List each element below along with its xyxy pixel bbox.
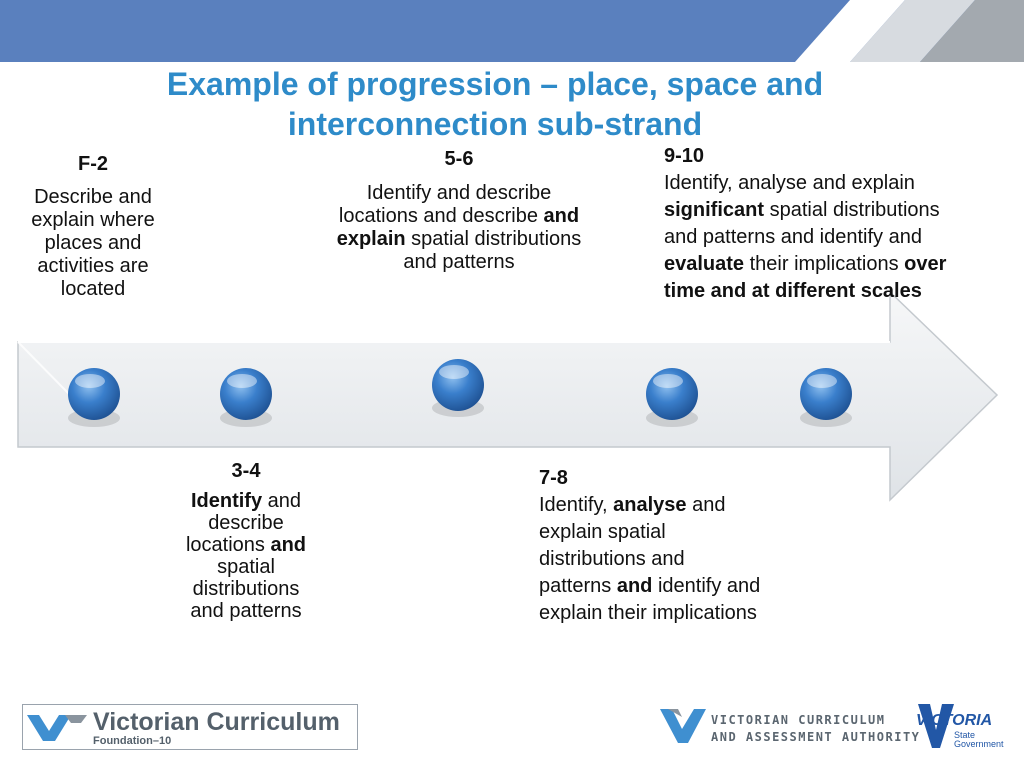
top-banner	[0, 0, 1024, 62]
stage-9-10-text-1: Identify, analyse and explain	[664, 172, 915, 194]
stage-5-6-text-1: Identify and describe locations and describe	[338, 182, 552, 227]
stage-9-10-text-3: their implications	[744, 253, 905, 275]
vcaa-logo-line-1: VICTORIAN CURRICULUM	[711, 713, 886, 727]
title-line-2: interconnection sub-strand	[287, 106, 703, 142]
victoria-logo-government: Government	[954, 739, 1004, 749]
stage-3-4	[180, 460, 312, 622]
title-line-1: Example of progression – place, space and	[166, 66, 824, 102]
stage-7-8-text-3: identify and explain their implications	[539, 575, 761, 624]
stage-5-6-text-2: spatial distributions and patterns	[403, 228, 582, 273]
stage-9-10-text-2: spatial distributions and patterns and identify and	[664, 199, 940, 248]
victorian-curriculum-logo	[22, 704, 358, 750]
stage-3-4-text-1: and describe locations	[185, 490, 302, 556]
stage-marker-5-6	[432, 359, 484, 417]
stage-5-6-bold-1: and explain	[336, 205, 580, 250]
stage-7-8-bold-1: analyse	[613, 494, 687, 516]
stage-7-8-text-2: and explain spatial distributions and patterns	[539, 494, 726, 597]
stage-7-8-label: 7-8	[539, 467, 568, 489]
stage-7-8-bold-2: and	[616, 575, 653, 597]
stage-marker-f2	[68, 368, 120, 427]
stage-f2-text: Describe and explain where places and activities are located	[31, 186, 155, 300]
stage-5-6-label: 5-6	[444, 148, 474, 170]
stage-7-8-text-1: Identify,	[539, 494, 614, 516]
stage-3-4-bold-2: and	[270, 534, 307, 556]
progression-arrow	[0, 285, 1000, 505]
stage-f2	[28, 153, 158, 301]
stage-3-4-bold-1: Identify	[190, 490, 263, 512]
stage-5-6	[336, 148, 582, 274]
vcaa-logo-line-2: AND ASSESSMENT AUTHORITY	[711, 730, 921, 744]
vc-logo-sub: Foundation–10	[93, 735, 172, 747]
stage-9-10-label: 9-10	[664, 145, 705, 167]
stage-9-10-bold-1: significant	[664, 199, 765, 221]
vc-chevron-icon	[25, 707, 89, 747]
stage-marker-7-8	[646, 368, 698, 427]
stage-9-10-bold-2: evaluate	[664, 253, 745, 275]
stage-marker-9-10	[800, 368, 852, 427]
stage-9-10	[664, 143, 974, 305]
stage-7-8	[539, 465, 761, 627]
victoria-government-logo	[916, 700, 1006, 752]
victoria-logo-state: State	[954, 730, 976, 740]
vcaa-chevron-icon	[658, 703, 708, 747]
vcaa-logo	[658, 702, 921, 748]
stage-f2-label: F-2	[78, 153, 108, 175]
stage-3-4-label: 3-4	[231, 460, 261, 482]
stage-3-4-text-2: spatial distributions and patterns	[190, 556, 302, 622]
page-title	[120, 64, 870, 144]
stage-9-10-bold-3: over time and at different scales	[664, 253, 947, 302]
vc-logo-name: Victorian Curriculum	[93, 708, 340, 736]
victoria-logo-word: VICTORIA	[916, 712, 993, 729]
stage-marker-3-4	[220, 368, 272, 427]
